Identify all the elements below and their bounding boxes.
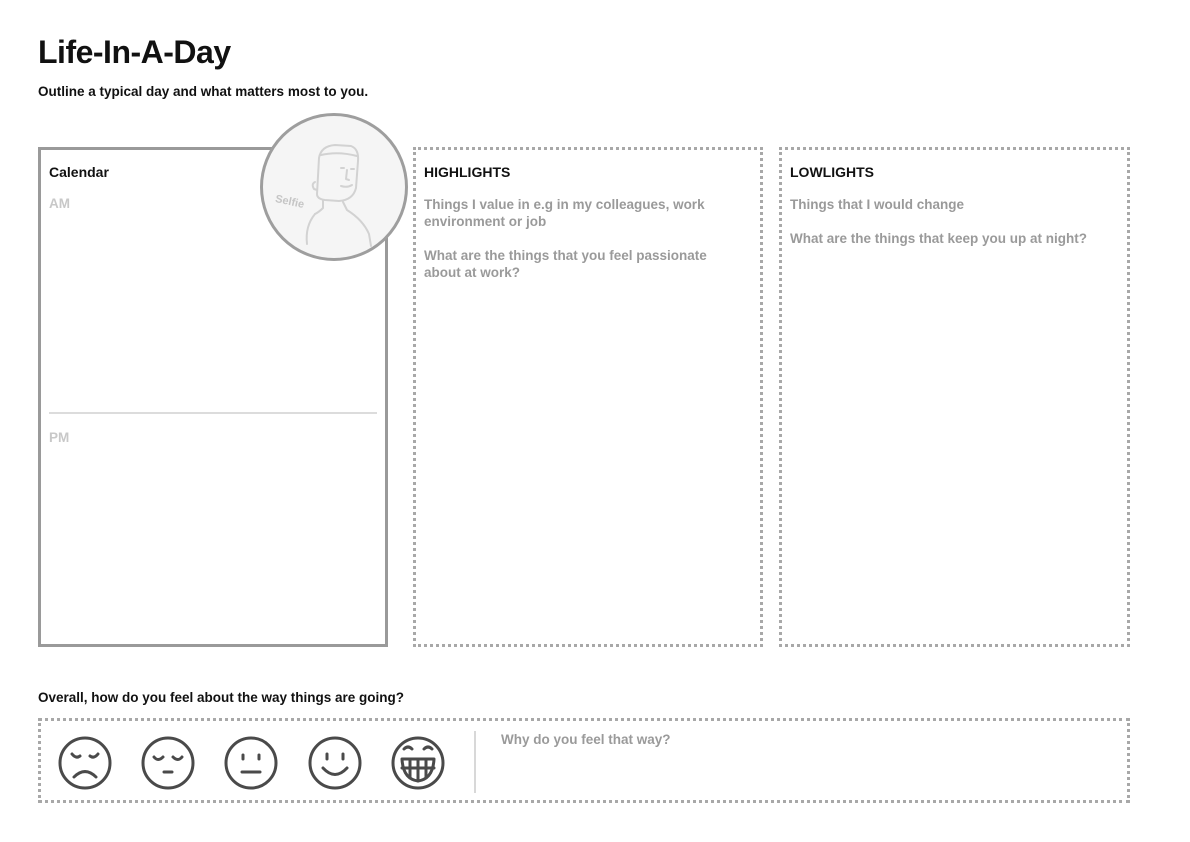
tired-face-icon[interactable] [140, 735, 196, 791]
calendar-title: Calendar [49, 164, 109, 180]
smiling-face-icon[interactable] [307, 735, 363, 791]
why-prompt[interactable]: Why do you feel that way? [501, 732, 671, 747]
neutral-face-icon[interactable] [223, 735, 279, 791]
am-label: AM [49, 196, 70, 211]
mood-panel [38, 718, 1130, 803]
highlights-title: HIGHLIGHTS [424, 164, 511, 180]
selfie-placeholder[interactable] [260, 113, 408, 261]
mood-divider [474, 731, 476, 793]
sad-face-icon[interactable] [57, 735, 113, 791]
am-pm-divider [49, 412, 377, 414]
mood-question: Overall, how do you feel about the way things are going? [38, 690, 405, 705]
page-title: Life-In-A-Day [38, 34, 231, 70]
page-subtitle: Outline a typical day and what matters most to you. [38, 84, 369, 99]
highlights-prompt-1: Things I value in e.g in my colleagues, work environment or job [424, 197, 705, 229]
person-sketch-icon [263, 116, 405, 258]
lowlights-prompt-2: What are the things that keep you up at night? [790, 231, 1088, 246]
highlights-prompt-2: What are the things that you feel passionate about at work? [424, 248, 707, 280]
lowlights-prompt-1: Things that I would change [790, 197, 964, 212]
grinning-face-icon[interactable] [390, 735, 446, 791]
lowlights-panel [779, 147, 1130, 647]
selfie-label: Selfie [274, 193, 306, 211]
highlights-panel [413, 147, 763, 647]
lowlights-title: LOWLIGHTS [790, 164, 874, 180]
pm-label: PM [49, 430, 70, 445]
